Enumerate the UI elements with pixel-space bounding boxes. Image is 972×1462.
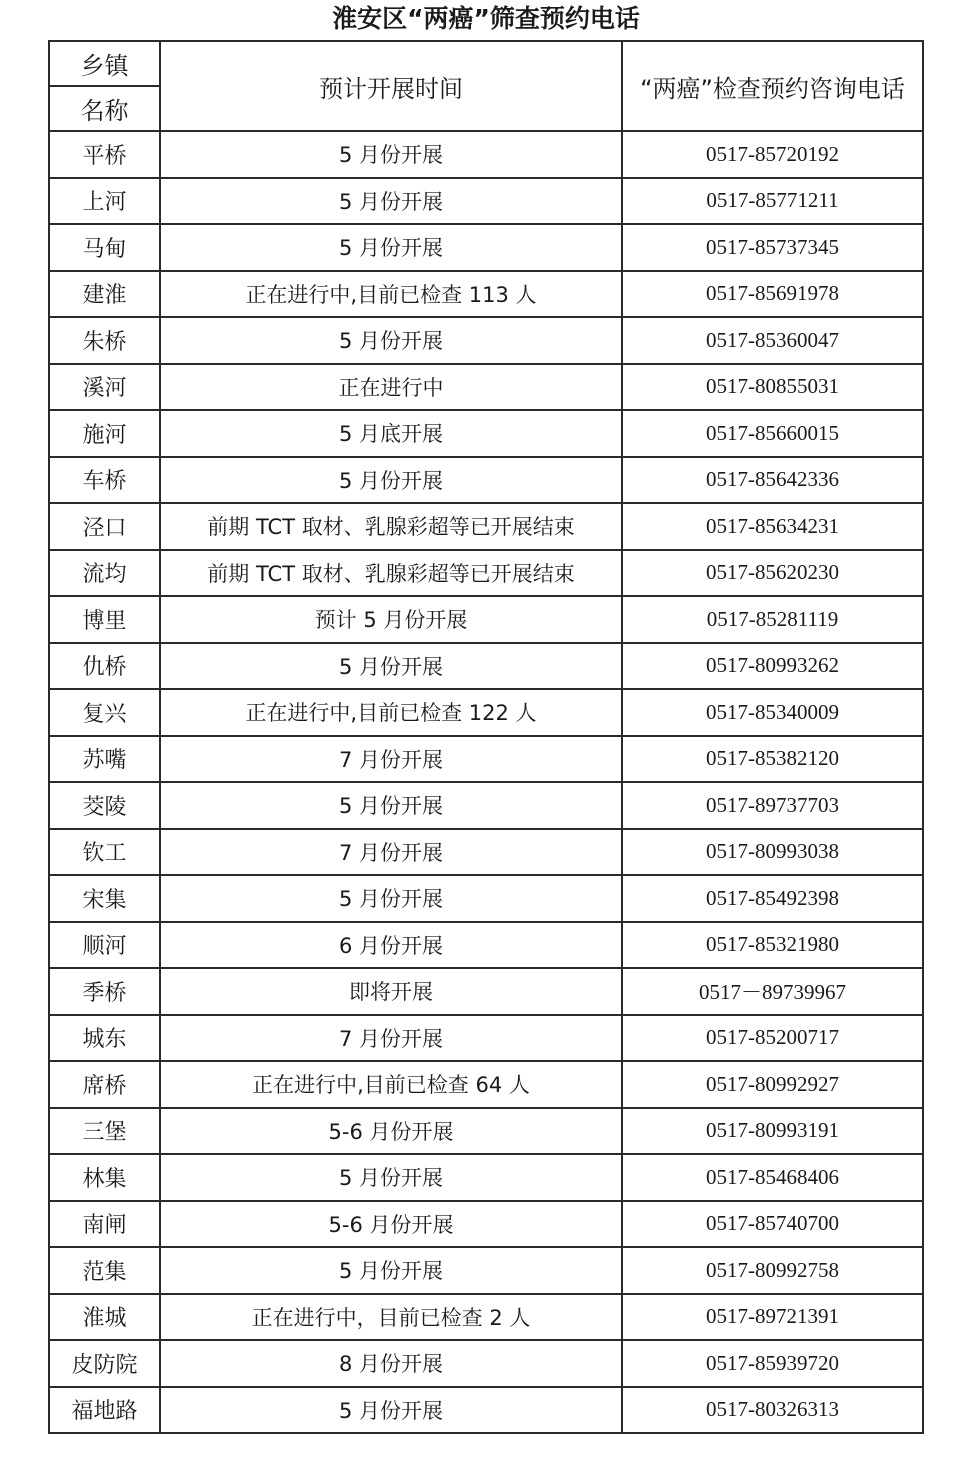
table-row	[49, 875, 923, 922]
table-row	[49, 457, 923, 504]
planned-time-cell: 8 月份开展	[160, 1340, 622, 1387]
phone-number-cell: 0517-80993038	[622, 829, 923, 876]
table-row	[49, 1154, 923, 1201]
table-row	[49, 1015, 923, 1062]
township-name-cell: 席桥	[49, 1061, 160, 1108]
planned-time-cell: 5-6 月份开展	[160, 1108, 622, 1155]
planned-time-cell: 5 月份开展	[160, 131, 622, 178]
table-row	[49, 1201, 923, 1248]
township-name-cell: 复兴	[49, 689, 160, 736]
planned-time-cell: 预计 5 月份开展	[160, 596, 622, 643]
table-row	[49, 224, 923, 271]
table-row	[49, 550, 923, 597]
table-row	[49, 503, 923, 550]
township-name-cell: 朱桥	[49, 317, 160, 364]
header-township-line1: 乡镇	[49, 41, 160, 86]
phone-number-cell: 0517-80993191	[622, 1108, 923, 1155]
planned-time-cell: 5 月底开展	[160, 410, 622, 457]
phone-number-cell: 0517-85340009	[622, 689, 923, 736]
township-name-cell: 范集	[49, 1247, 160, 1294]
phone-number-cell: 0517-85660015	[622, 410, 923, 457]
table-row	[49, 968, 923, 1015]
township-name-cell: 上河	[49, 178, 160, 225]
table-row	[49, 410, 923, 457]
table-row	[49, 131, 923, 178]
header-row-1	[49, 41, 923, 86]
planned-time-cell: 5 月份开展	[160, 1247, 622, 1294]
planned-time-cell: 5 月份开展	[160, 224, 622, 271]
township-name-cell: 三堡	[49, 1108, 160, 1155]
planned-time-cell: 正在进行中,目前已检查 64 人	[160, 1061, 622, 1108]
table-body	[49, 41, 923, 1433]
phone-number-cell: 0517-85771211	[622, 178, 923, 225]
table-row	[49, 736, 923, 783]
table-row	[49, 1340, 923, 1387]
township-name-cell: 皮防院	[49, 1340, 160, 1387]
township-name-cell: 顺河	[49, 922, 160, 969]
township-name-cell: 溪河	[49, 364, 160, 411]
planned-time-cell: 前期 TCT 取材、乳腺彩超等已开展结束	[160, 503, 622, 550]
township-name-cell: 车桥	[49, 457, 160, 504]
planned-time-cell: 正在进行中，目前已检查 2 人	[160, 1294, 622, 1341]
header-phone: “两癌”检查预约咨询电话	[622, 41, 923, 131]
planned-time-cell: 6 月份开展	[160, 922, 622, 969]
township-name-cell: 建淮	[49, 271, 160, 318]
township-name-cell: 平桥	[49, 131, 160, 178]
table-row	[49, 782, 923, 829]
phone-number-cell: 0517-85720192	[622, 131, 923, 178]
phone-number-cell: 0517-85492398	[622, 875, 923, 922]
township-name-cell: 施河	[49, 410, 160, 457]
township-name-cell: 钦工	[49, 829, 160, 876]
planned-time-cell: 5 月份开展	[160, 317, 622, 364]
table-row	[49, 596, 923, 643]
table-row	[49, 1061, 923, 1108]
planned-time-cell: 7 月份开展	[160, 829, 622, 876]
phone-number-cell: 0517-85691978	[622, 271, 923, 318]
township-name-cell: 季桥	[49, 968, 160, 1015]
table-row	[49, 1247, 923, 1294]
page-title: 淮安区“两癌”筛查预约电话	[332, 4, 640, 33]
table-row	[49, 317, 923, 364]
planned-time-cell: 正在进行中,目前已检查 113 人	[160, 271, 622, 318]
planned-time-cell: 7 月份开展	[160, 1015, 622, 1062]
phone-number-cell: 0517-85634231	[622, 503, 923, 550]
planned-time-cell: 前期 TCT 取材、乳腺彩超等已开展结束	[160, 550, 622, 597]
phone-number-cell: 0517-80992758	[622, 1247, 923, 1294]
township-name-cell: 淮城	[49, 1294, 160, 1341]
phone-number-cell: 0517-85737345	[622, 224, 923, 271]
planned-time-cell: 5 月份开展	[160, 457, 622, 504]
header-planned-time: 预计开展时间	[160, 41, 622, 131]
phone-number-cell: 0517－89739967	[622, 968, 923, 1015]
phone-number-cell: 0517-85281119	[622, 596, 923, 643]
planned-time-cell: 7 月份开展	[160, 736, 622, 783]
table-row	[49, 643, 923, 690]
township-name-cell: 泾口	[49, 503, 160, 550]
phone-number-cell: 0517-80993262	[622, 643, 923, 690]
table-row	[49, 689, 923, 736]
planned-time-cell: 5 月份开展	[160, 1387, 622, 1434]
phone-number-cell: 0517-80855031	[622, 364, 923, 411]
screening-phone-table	[48, 40, 924, 1434]
table-row	[49, 178, 923, 225]
header-township-line2: 名称	[49, 86, 160, 131]
planned-time-cell: 正在进行中,目前已检查 122 人	[160, 689, 622, 736]
table-row	[49, 1387, 923, 1434]
phone-number-cell: 0517-85740700	[622, 1201, 923, 1248]
table-row	[49, 1294, 923, 1341]
township-name-cell: 城东	[49, 1015, 160, 1062]
township-name-cell: 福地路	[49, 1387, 160, 1434]
township-name-cell: 宋集	[49, 875, 160, 922]
table-row	[49, 829, 923, 876]
phone-number-cell: 0517-89721391	[622, 1294, 923, 1341]
township-name-cell: 苏嘴	[49, 736, 160, 783]
planned-time-cell: 即将开展	[160, 968, 622, 1015]
phone-number-cell: 0517-85642336	[622, 457, 923, 504]
table-row	[49, 271, 923, 318]
phone-number-cell: 0517-85939720	[622, 1340, 923, 1387]
planned-time-cell: 正在进行中	[160, 364, 622, 411]
planned-time-cell: 5 月份开展	[160, 875, 622, 922]
table-row	[49, 1108, 923, 1155]
township-name-cell: 林集	[49, 1154, 160, 1201]
planned-time-cell: 5 月份开展	[160, 643, 622, 690]
phone-number-cell: 0517-89737703	[622, 782, 923, 829]
phone-number-cell: 0517-85382120	[622, 736, 923, 783]
phone-number-cell: 0517-85360047	[622, 317, 923, 364]
phone-number-cell: 0517-85200717	[622, 1015, 923, 1062]
planned-time-cell: 5 月份开展	[160, 782, 622, 829]
table-row	[49, 922, 923, 969]
township-name-cell: 南闸	[49, 1201, 160, 1248]
phone-number-cell: 0517-85468406	[622, 1154, 923, 1201]
table-row	[49, 364, 923, 411]
planned-time-cell: 5 月份开展	[160, 178, 622, 225]
phone-number-cell: 0517-85321980	[622, 922, 923, 969]
phone-number-cell: 0517-80992927	[622, 1061, 923, 1108]
phone-number-cell: 0517-85620230	[622, 550, 923, 597]
township-name-cell: 马甸	[49, 224, 160, 271]
phone-number-cell: 0517-80326313	[622, 1387, 923, 1434]
township-name-cell: 流均	[49, 550, 160, 597]
township-name-cell: 仇桥	[49, 643, 160, 690]
township-name-cell: 博里	[49, 596, 160, 643]
planned-time-cell: 5-6 月份开展	[160, 1201, 622, 1248]
planned-time-cell: 5 月份开展	[160, 1154, 622, 1201]
township-name-cell: 茭陵	[49, 782, 160, 829]
